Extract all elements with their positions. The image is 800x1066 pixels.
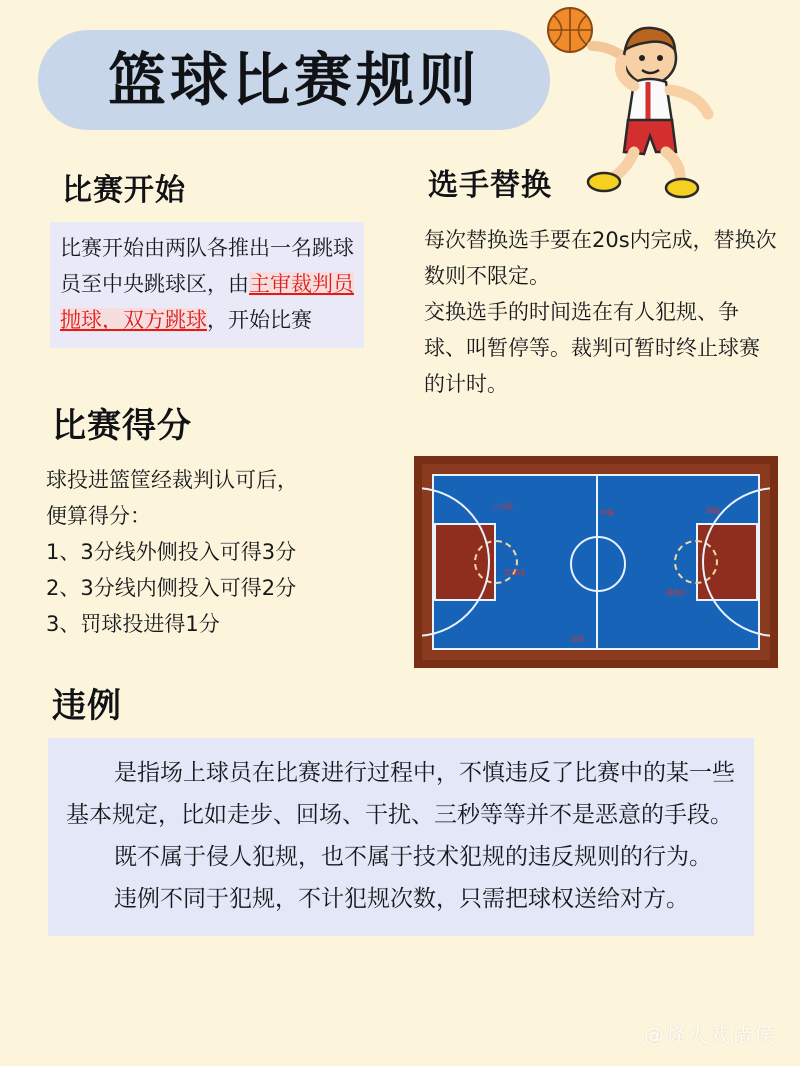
game-start-text-highlight: 主审裁判员抛球，双方跳球 [60,272,354,332]
game-start-text-after: ，开始比赛 [207,308,312,332]
heading-game-start: 比赛开始 [62,173,186,208]
court-label: 罚球线 [504,569,525,577]
scoring-line: 便算得分： [46,504,151,528]
court-label: 三分线 [492,503,513,511]
scoring-line: 1、3分线外侧投入可得3分 [46,540,297,564]
page-title: 篮球比赛规则 [107,46,480,114]
court-center-circle [570,536,626,592]
basketball-player-illustration [530,2,770,202]
scoring-line: 2、3分线内侧投入可得2分 [46,576,297,600]
court-label: 限制区 [666,589,687,597]
court-label: 端线 [706,507,720,515]
court-three-point-arc-left [414,487,490,637]
page-title-pill [38,30,550,130]
violation-paragraph: 既不属于侵人犯规，也不属于技术犯规的违反规则的行为。 [114,844,712,870]
heading-violation: 违例 [52,686,122,726]
court-label: 边线 [570,635,584,643]
scoring-line: 3、罚球投进得1分 [46,612,220,636]
scoring-text [46,462,406,642]
scoring-line: 球投进篮筐经裁判认可后， [46,468,298,492]
heading-scoring: 比赛得分 [52,406,192,446]
violation-paragraph: 违例不同于犯规，不计犯规次数，只需把球权送给对方。 [114,886,689,912]
violation-paragraph: 是指场上球员在比赛进行过程中，不慎违反了比赛中的某一些基本规定，比如走步、回场、干扰、三秒等等并不是恶意的手段。 [66,760,735,828]
substitution-paragraph-1: 每次替换选手要在20s内完成，替换次数则不限定。 [424,228,777,288]
watermark: @烽火戏诸侯 [644,1023,776,1047]
court-label: 中圈 [600,509,614,517]
basketball-court-diagram [414,456,778,668]
substitution-paragraph-2: 交换选手的时间选在有人犯规、争球、叫暂停等。裁判可暂时终止球赛的计时。 [424,300,760,396]
violation-text-box [48,738,754,936]
game-start-text-box [50,222,364,348]
heading-substitution: 选手替换 [428,168,552,203]
game-start-text-before: 比赛开始由两队各推出一名跳球员至中央跳球区，由 [60,236,354,296]
substitution-text [424,222,780,402]
court-playing-surface [432,474,760,650]
